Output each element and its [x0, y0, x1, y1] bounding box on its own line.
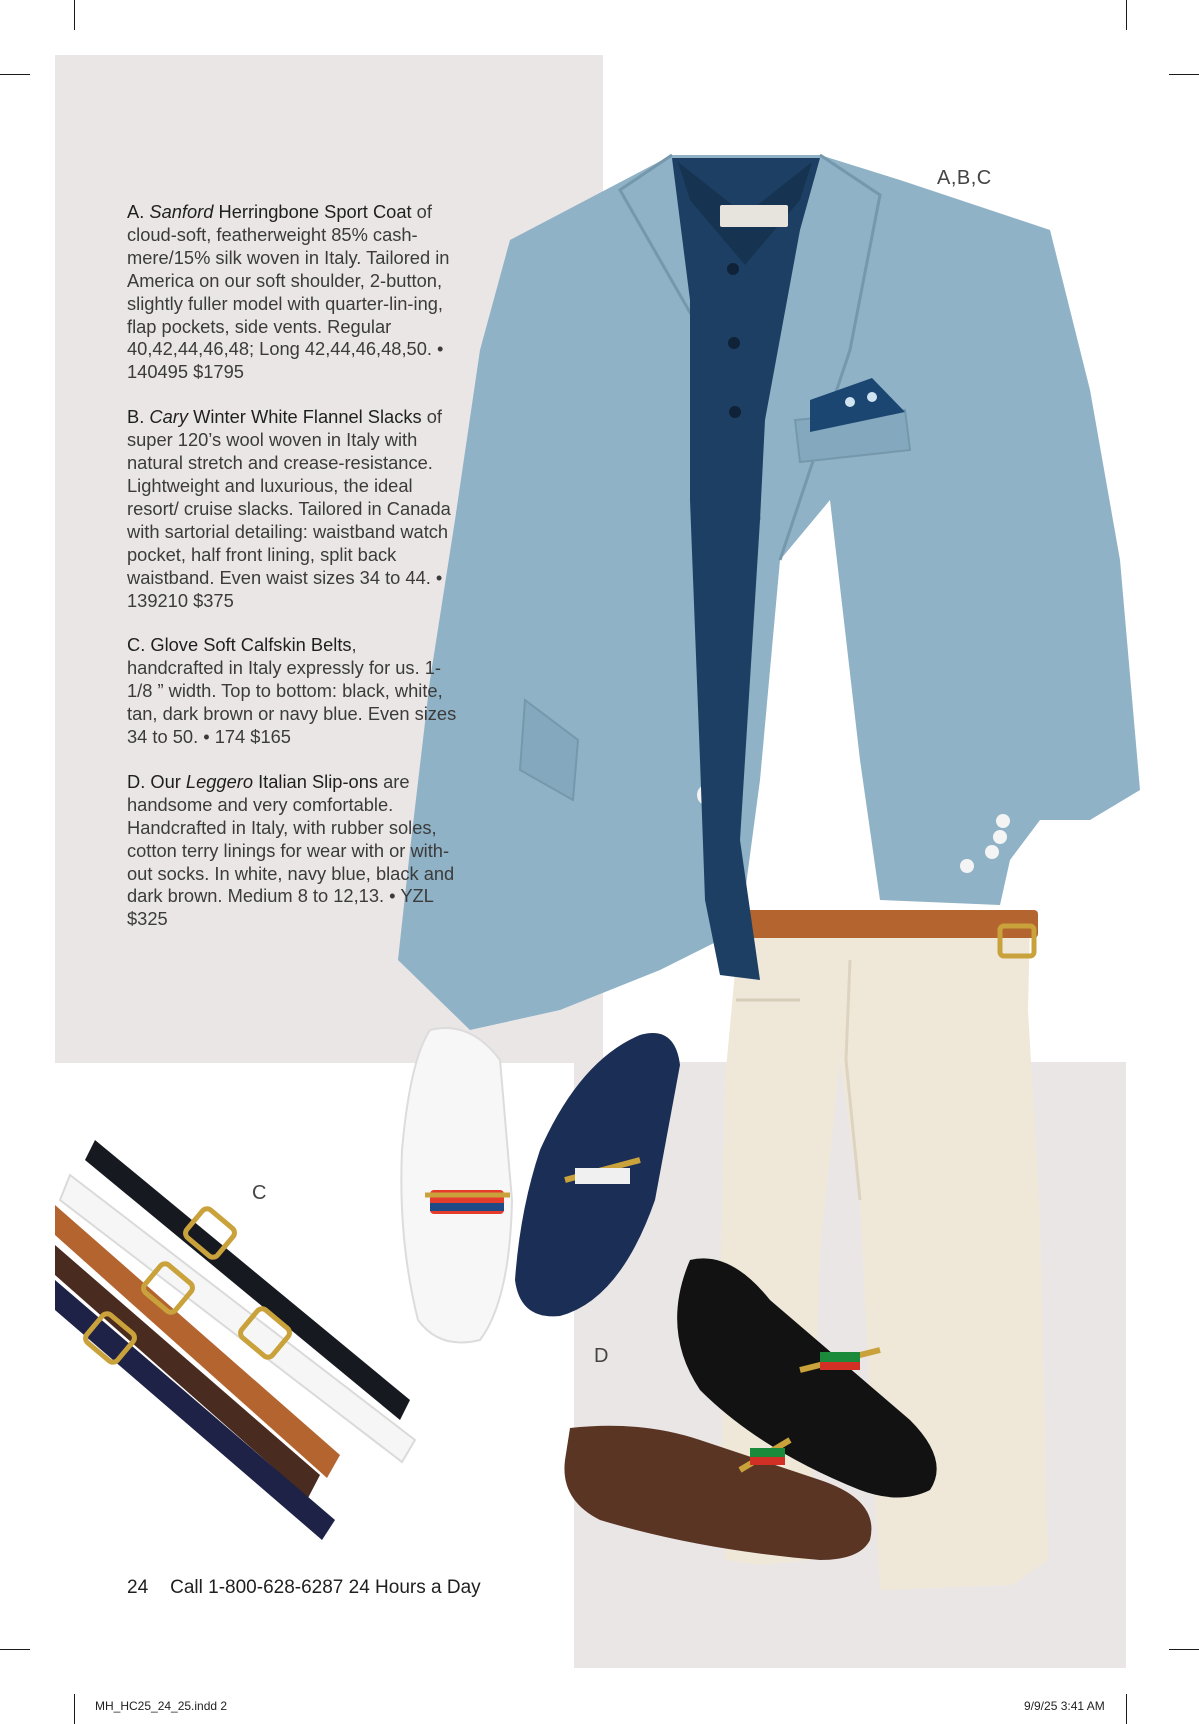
- item-b-description: B. Cary Winter White Flannel Slacks of super 120’s wool woven in Italy with natural stretch and crease-resistance. Lightweight and luxurious, the ideal resort/ cruise slacks. Tailored in Canada with sartorial detailing: waistband watch pocket, half front lining, split back waistband. Even waist sizes 34 to 44. • 139210 $375: [127, 406, 451, 611]
- item-c-heading: C. Glove Soft Calfskin Belts: [127, 634, 352, 656]
- callout-d: D: [594, 1345, 609, 1367]
- slug-date: 9/9/25 3:41 AM: [1024, 1699, 1105, 1713]
- item-b-heading: B. Cary Winter White Flannel Slacks: [127, 406, 422, 428]
- item-a-heading: A. Sanford Herringbone Sport Coat: [127, 201, 412, 222]
- navy-loafer-image: [515, 1033, 680, 1316]
- callout-abc: A,B,C: [937, 167, 992, 189]
- item-a-description: A. Sanford Herringbone Sport Coat of cloud-soft, featherweight 85% cash-mere/15% silk woven in Italy. Tailored in America on our soft shoulder, 2-button, slightly fuller model with quarter-lin-ing, flap pockets, side vents. Regular 40,42,44,46,48; Long 42,44,46,48,50. • 140495 $1795: [127, 201, 450, 383]
- page-number: 24: [127, 1577, 149, 1598]
- belts-image: [55, 1140, 415, 1540]
- tan-belt-on-slacks: [738, 910, 1038, 938]
- item-d-description: D. Our Leggero Italian Slip-ons are handsome and very comfortable. Handcrafted in Italy, with rubber soles, cotton terry linings for wear with or with-out socks. In white, navy blue, black and dark brown. Medium 8 to 12,13. • YZL $325: [127, 770, 455, 930]
- phone-line: Call 1-800-628-6287 24 Hours a Day: [170, 1577, 481, 1598]
- product-copy: [127, 201, 457, 953]
- page-footer: [127, 1577, 481, 1599]
- callout-c: C: [252, 1182, 267, 1204]
- slug-filename: MH_HC25_24_25.indd 2: [95, 1699, 228, 1713]
- item-c-description: C. Glove Soft Calfskin Belts, handcrafted in Italy expressly for us. 1-1/8 ” width. Top to bottom: black, white, tan, dark brown or navy blue. Even sizes 34 to 50. • 174 $165: [127, 634, 457, 748]
- white-loafer-image: [401, 1028, 512, 1343]
- item-d-heading: D. Our Leggero Italian Slip-ons: [127, 770, 379, 792]
